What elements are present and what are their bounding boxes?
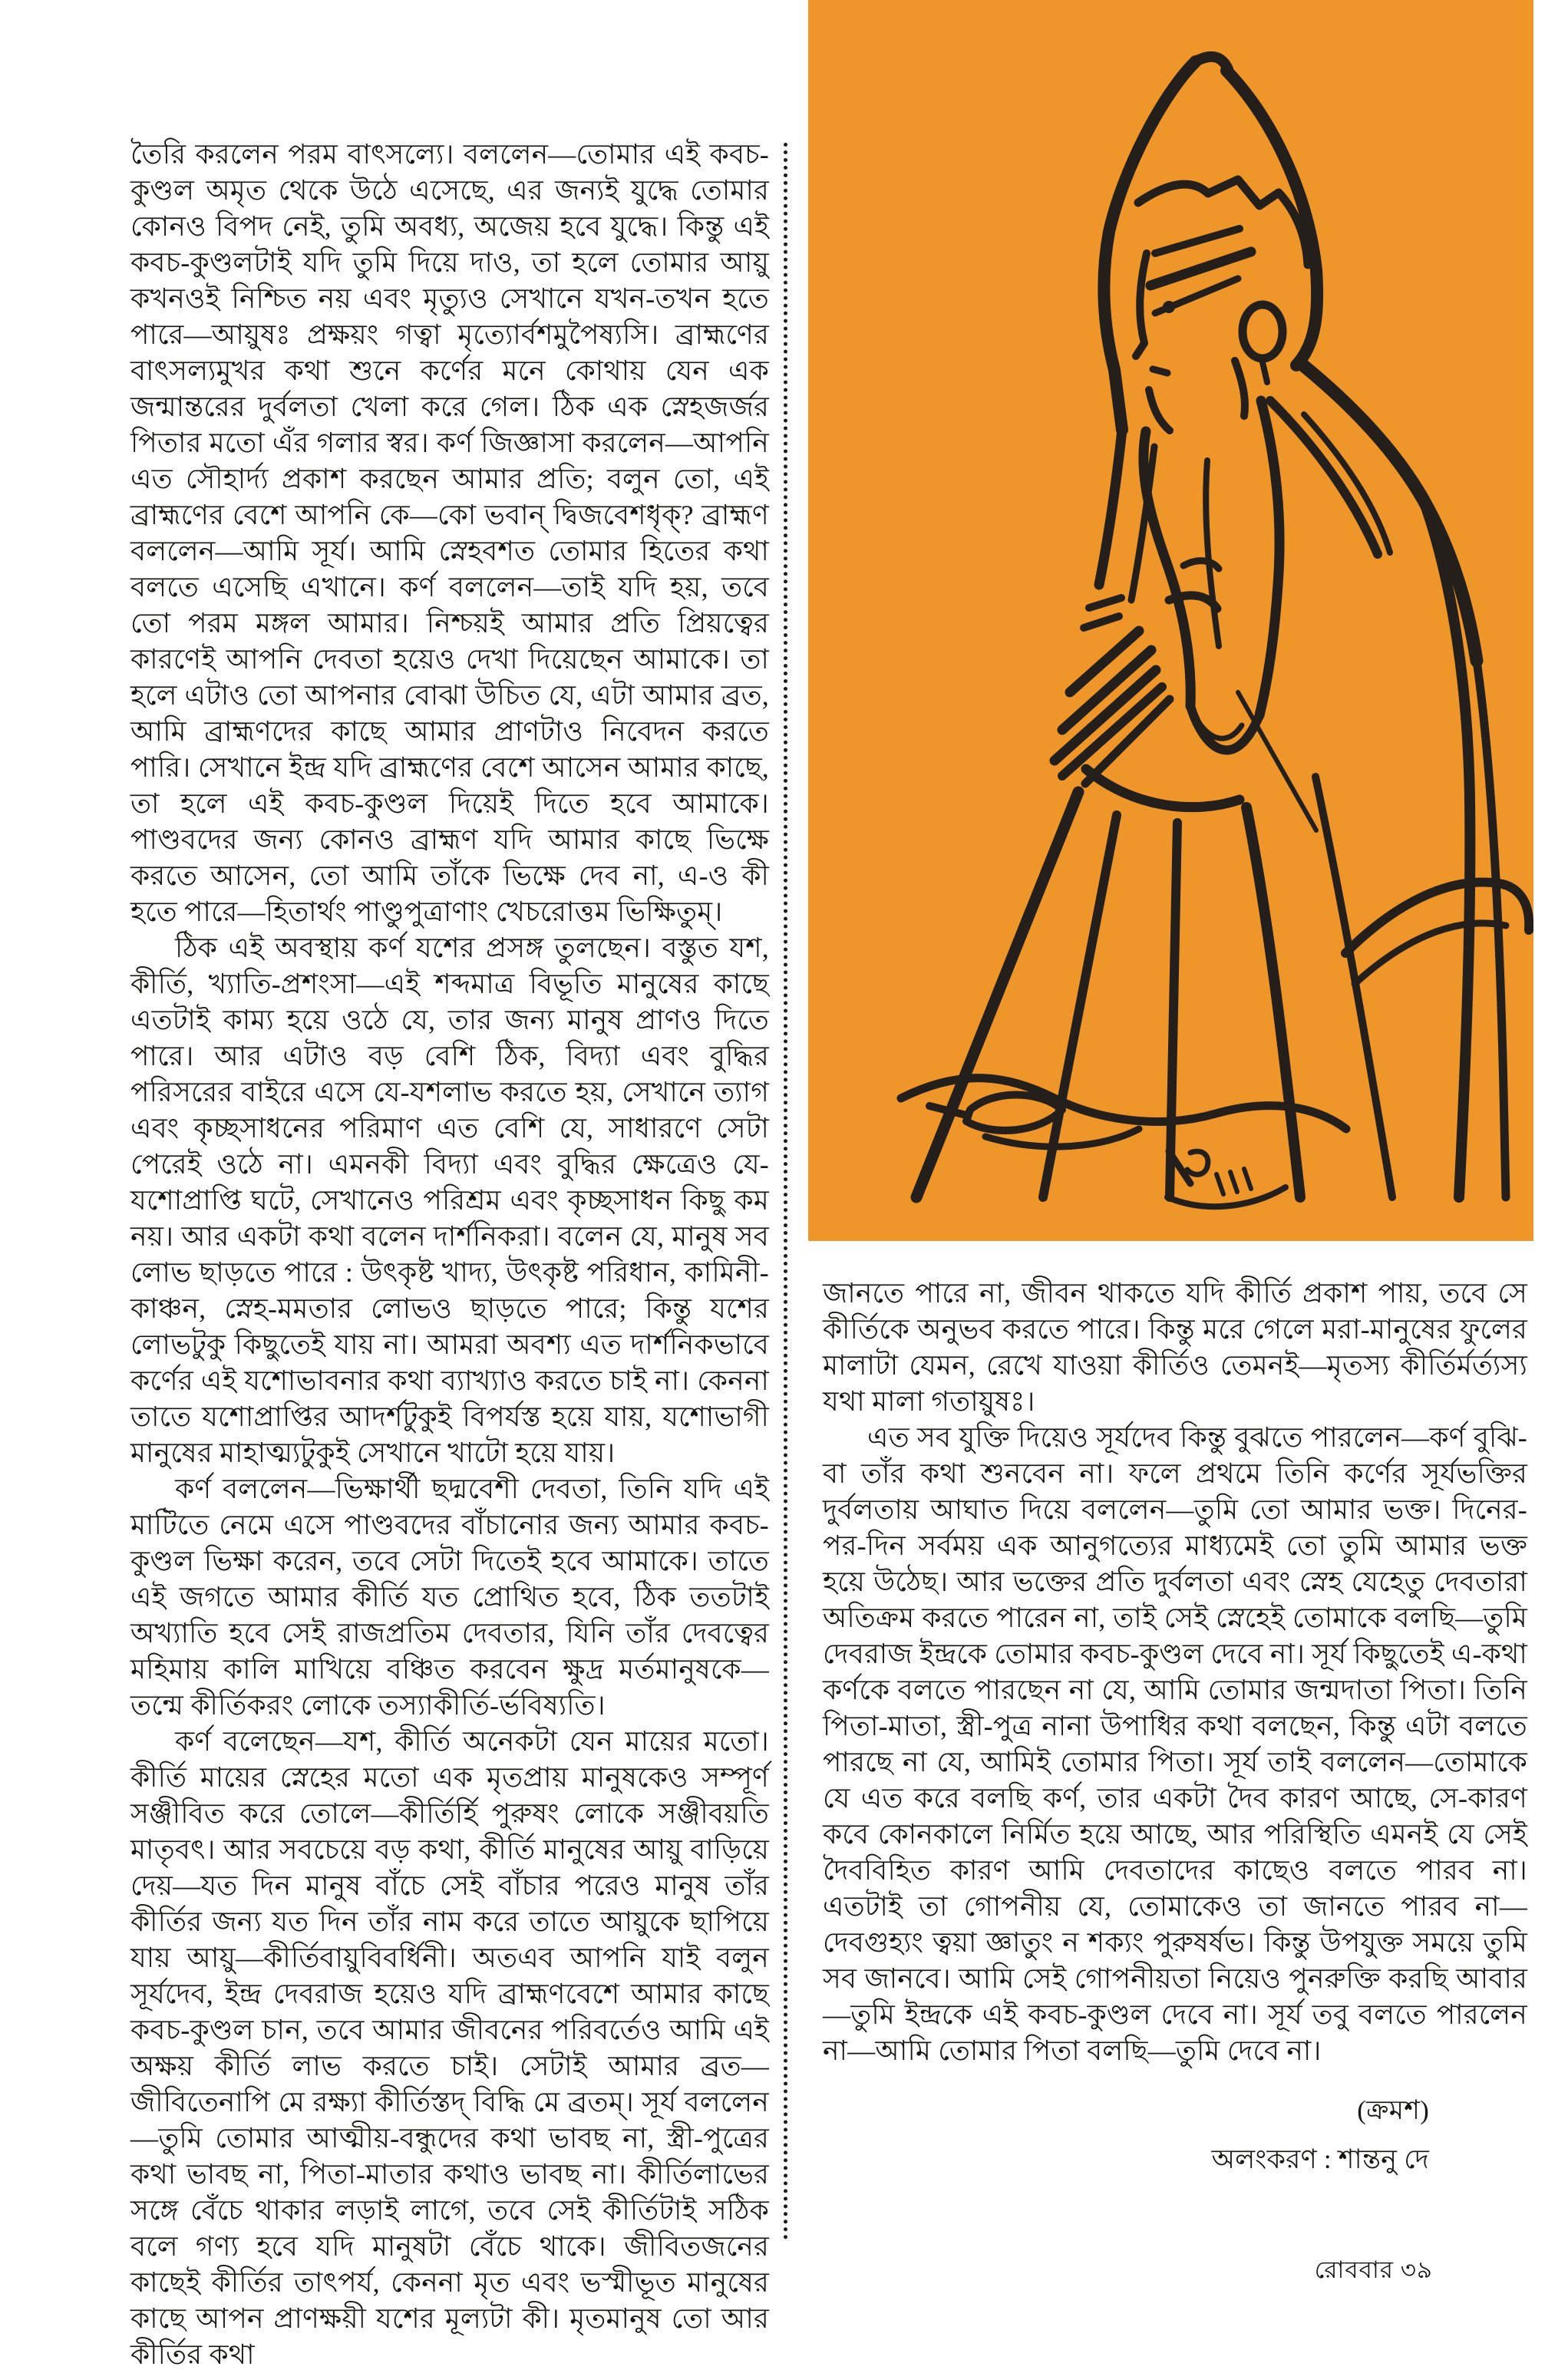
page-folio: রোববার ৩৯ (1314, 2256, 1433, 2283)
illustration-panel (808, 0, 1533, 1241)
beard (1144, 401, 1279, 750)
to-be-continued-note: (ক্রমশ) (1357, 2095, 1429, 2125)
karna-brahmin-illustration (808, 0, 1533, 1241)
right-text-column (823, 1276, 1527, 2184)
arms-and-hands (1055, 430, 1219, 784)
dotted-column-divider (784, 143, 787, 2241)
shawl (1270, 362, 1529, 1197)
body-paragraph: কর্ণ বলেছেন—যশ, কীর্তি অনেকটা যেন মায়ের মতো। কীর্তি মায়ের স্নেহের মতো এক মৃতপ্রায় মানুষকেও সম্পূর্ণ সঞ্জীবিত করে তোলে—কীর্তির্হি পুরুষং লোকে সঞ্জীবয়তি মাতৃবৎ। আর সবচেয়ে বড় কথা, কীর্তি মানুষের আয়ু বাড়িয়ে দেয়—যত দিন মানুষ বাঁচে সেই বাঁচার পরেও মানুষ তাঁর কীর্তির জন্য যত দিন তাঁর নাম করে তাতে আয়ুকে ছাপিয়ে যায় আয়ু—কীর্তিবায়ুবিবর্ধিনী। অতএব আপনি যাই বলুন সূর্যদেব, ইন্দ্র দেবরাজ হয়েও যদি ব্রাহ্মণবেশে আমার কাছে কবচ-কুণ্ডল চান, তবে আমার জীবনের পরিবর্তেও আমি এই অক্ষয় কীর্তি লাভ করতে চাই। সেটাই আমার ব্রত—জীবিতেনাপি মে রক্ষ্যা কীর্তিস্তদ্ বিদ্ধি মে ব্রতম্। সূর্য বললেন—তুমি তোমার আত্মীয়-বন্ধুদের কথা ভাবছ না, স্ত্রী-পুত্রের কথা ভাবছ না, পিতা-মাতার কথাও ভাবছ না। কীর্তিলাভের সঙ্গে বেঁচে থাকার লড়াই লাগে, তবে সেই কীর্তিটাই সঠিক বলে গণ্য হবে যদি মানুষটা বেঁচে থাকে। জীবিতজনের কাছেই কীর্তির তাৎপর্য, কেননা মৃত এবং ভস্মীভূত মানুষের কাছে আপন প্রাণক্ষয়ী যশের মূল্যটা কী। মৃতমানুষ তো আর কীর্তির কথা (130, 1726, 769, 2370)
signature-scribble (1167, 1151, 1286, 1206)
illustration-credit: অলংকরণ : শান্তনু দে (1211, 2144, 1429, 2174)
article-credits (823, 2086, 1527, 2184)
body-paragraph: তৈরি করলেন পরম বাৎসল্যে। বললেন—তোমার এই কবচ-কুণ্ডল অমৃত থেকে উঠে এসেছে, এর জন্যই যুদ্ধে তোমার কোনও বিপদ নেই, তুমি অবধ্য, অজেয় হবে যুদ্ধে। কিন্তু এই কবচ-কুণ্ডলটাই যদি তুমি দিয়ে দাও, তা হলে তোমার আয়ু কখনওই নিশ্চিত নয় এবং মৃত্যুও সেখানে যখন-তখন হতে পারে—আয়ুষঃ প্রক্ষয়ং গত্বা মৃত্যোর্বশমুপৈষ্যসি। ব্রাহ্মণের বাৎসল্যমুখর কথা শুনে কর্ণের মনে কোথায় যেন এক জন্মান্তরের দুর্বলতা খেলা করে গেল। ঠিক এক স্নেহজর্জর পিতার মতো এঁর গলার স্বর। কর্ণ জিজ্ঞাসা করলেন—আপনি এত সৌহার্দ্য প্রকাশ করছেন আমার প্রতি; বলুন তো, এই ব্রাহ্মণের বেশে আপনি কে—কো ভবান্ দ্বিজবেশধৃক্? ব্রাহ্মণ বললেন—আমি সূর্য। আমি স্নেহবশত তোমার হিতের কথা বলতে এসেছি এখানে। কর্ণ বললেন—তাই যদি হয়, তবে তো পরম মঙ্গল আমার। নিশ্চয়ই আমার প্রতি প্রিয়ত্বের কারণেই আপনি দেবতা হয়েও দেখা দিয়েছেন আমাকে। তা হলে এটাও তো আপনার বোঝা উচিত যে, এটা আমার ব্রত, আমি ব্রাহ্মণদের কাছে আমার প্রাণটাও নিবেদন করতে পারি। সেখানে ইন্দ্র যদি ব্রাহ্মণের বেশে আসেন আমার কাছে, তা হলে এই কবচ-কুণ্ডল দিয়েই দিতে হবে আমাকে। পাণ্ডবদের জন্য কোনও ব্রাহ্মণ যদি আমার কাছে ভিক্ষে করতে আসেন, তো আমি তাঁকে ভিক্ষে দেব না, এ-ও কী হতে পারে—হিতার্থং পাণ্ডুপুত্রাণাং খেচরোত্তম ভিক্ষিতুম্। (130, 139, 769, 927)
body-paragraph: ঠিক এই অবস্থায় কর্ণ যশের প্রসঙ্গ তুলছেন। বস্তুত যশ, কীর্তি, খ্যাতি-প্রশংসা—এই শব্দমাত্র বিভূতি মানুষের কাছে এতটাই কাম্য হয়ে ওঠে যে, তার জন্য মানুষ প্রাণও দিতে পারে। আর এটাও বড় বেশি ঠিক, বিদ্যা এবং বুদ্ধির পরিসরের বাইরে এসে যে-যশলাভ করতে হয়, সেখানে ত্যাগ এবং কৃচ্ছসাধনের পরিমাণ এত বেশি যে, সাধারণে সেটা পেরেই ওঠে না। এমনকী বিদ্যা এবং বুদ্ধির ক্ষেত্রেও যে-যশোপ্রাপ্তি ঘটে, সেখানেও পরিশ্রম এবং কৃচ্ছসাধন কিছু কম নয়। আর একটা কথা বলেন দার্শনিকরা। বলেন যে, মানুষ সব লোভ ছাড়তে পারে : উৎকৃষ্ট খাদ্য, উৎকৃষ্ট পরিধান, কামিনী-কাঞ্চন, স্নেহ-মমতার লোভও ছাড়তে পারে; কিন্তু যশের লোভটুকু কিছুতেই যায় না। আমরা অবশ্য এত দার্শনিকভাবে কর্ণের এই যশোভাবনার কথা ব্যাখ্যাও করতে চাই না। কেননা তাতে যশোপ্রাপ্তির আদর্শটুকুই বিপর্যস্ত হয়ে যায়, যশোভাগী মানুষের মাহাত্ম্যটুকুই সেখানে খাটো হয়ে যায়। (130, 932, 769, 1468)
hem-and-foot (901, 1078, 1346, 1147)
left-text-column (130, 137, 769, 2373)
hood (1104, 57, 1317, 430)
body-paragraph: কর্ণ বললেন—ভিক্ষার্থী ছদ্মবেশী দেবতা, তিনি যদি এই মাটিতে নেমে এসে পাণ্ডবদের বাঁচানোর জন্য আমার কবচ-কুণ্ডল ভিক্ষা করেন, তবে সেটা দিতেই হবে আমাকে। তাতে এই জগতে আমার কীর্তি যত প্রোথিত হবে, ঠিক ততটাই অখ্যাতি হবে সেই রাজপ্রতিম দেবতার, যিনি তাঁর দেবত্বের মহিমায় কালি মাখিয়ে বঞ্চিত করবেন ক্ষুদ্র মর্তমানুষকে—তন্মে কীর্তিকরং লোকে তস্যাকীর্তি-র্ভবিষ্যতি। (130, 1474, 769, 1721)
body-paragraph: এত সব যুক্তি দিয়েও সূর্যদেব কিন্তু বুঝতে পারলেন—কর্ণ বুঝি-বা তাঁর কথা শুনবেন না। ফলে প্রথমে তিনি কর্ণের সূর্যভক্তির দুর্বলতায় আঘাত দিয়ে বললেন—তুমি তো আমার ভক্ত। দিনের-পর-দিন সর্বময় এক আনুগত্যের মাধ্যমেই তো তুমি আমার ভক্ত হয়ে উঠেছ। আর ভক্তের প্রতি দুর্বলতা এবং স্নেহ যেহেতু দেবতারা অতিক্রম করতে পারেন না, তাই সেই স্নেহেই তোমাকে বলছি—তুমি দেবরাজ ইন্দ্রকে তোমার কবচ-কুণ্ডল দেবে না। সূর্য কিছুতেই এ-কথা কর্ণকে বলতে পারছেন না যে, আমি তোমার জন্মদাতা পিতা। তিনি পিতা-মাতা, স্ত্রী-পুত্র নানা উপাধির কথা বলছেন, কিন্তু এটা বলতে পারছে না যে, আমিই তোমার পিতা। সূর্য তাই বললেন—তোমাকে যে এত করে বলছি কর্ণ, তার একটা দৈব কারণ আছে, সে-কারণ কবে কোনকালে নির্মিত হয়ে আছে, আর পরিস্থিতি এমনই যে সেই দৈববিহিত কারণ আমি দেবতাদের কাছেও বলতে পারব না। এতটাই তা গোপনীয় যে, তোমাকেও তা জানতে পারব না—দেবগুহ্যং ত্বয়া জ্ঞাতুং ন শক্যং পুরুষর্ষভ। কিন্তু উপযুক্ত সময়ে তুমি সব জানবে। আমি সেই গোপনীয়তা নিয়েও পুনরুক্তি করছি আবার—তুমি ইন্দ্রকে এই কবচ-কুণ্ডল দেবে না। সূর্য তবু বলতে পারলেন না—আমি তোমার পিতা বলছি—তুমি দেবে না। (823, 1422, 1527, 2066)
body-paragraph: জানতে পারে না, জীবন থাকতে যদি কীর্তি প্রকাশ পায়, তবে সে কীর্তিকে অনুভব করতে পারে। কিন্তু মরে গেলে মরা-মানুষের ফুলের মালাটা যেমন, রেখে যাওয়া কীর্তিও তেমনই—মৃতস্য কীর্তির্মর্ত্যস্য যথা মালা গতায়ুষঃ। (823, 1278, 1527, 1417)
